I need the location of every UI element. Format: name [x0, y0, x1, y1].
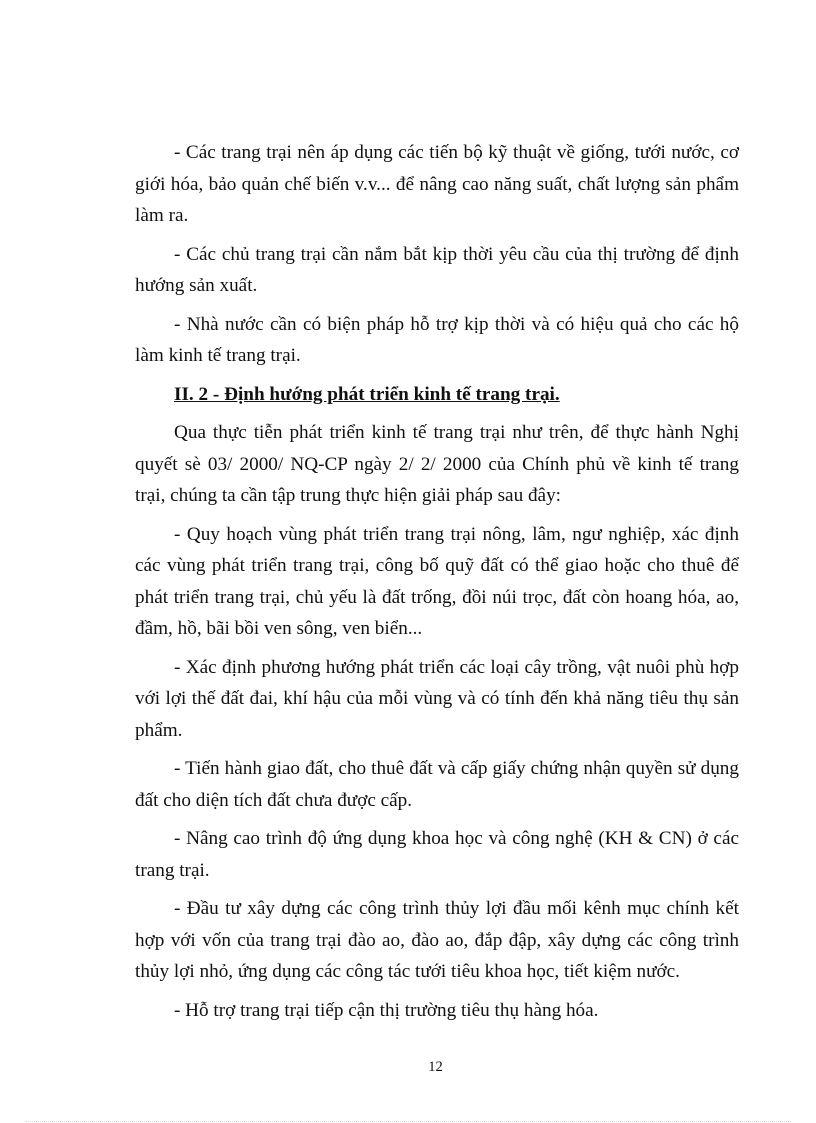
- paragraph-intro: Qua thực tiễn phát triển kinh tế trang trại như trên, để thực hành Nghị quyết sè 03/ 2000/ NQ-CP ngày 2/ 2/ 2000 của Chính phủ về kinh tế trang trại, chúng ta cần tập trung thực hiện giải pháp sau đây:: [135, 422, 739, 506]
- page-body: [135, 137, 739, 1033]
- paragraph-irrigation: - Đầu tư xây dựng các công trình thủy lợi đầu mối kênh mục chính kết hợp với vốn của trang trại đào ao, đào ao, đắp đập, xây dựng các công trình thủy lợi nhỏ, ứng dụng các công tác tưới tiêu khoa học, tiết kiệm nước.: [135, 898, 739, 982]
- paragraph-state-support: - Nhà nước cần có biện pháp hỗ trợ kịp thời và có hiệu quả cho các hộ làm kinh tế trang trại.: [135, 313, 739, 366]
- paragraph-crop-livestock-direction: - Xác định phương hướng phát triển các loại cây trồng, vật nuôi phù hợp với lợi thế đất đai, khí hậu của mỗi vùng và có tính đến khả năng tiêu thụ sản phẩm.: [135, 656, 739, 741]
- paragraph-science-technology: - Nâng cao trình độ ứng dụng khoa học và công nghệ (KH & CN) ở các trang trại.: [135, 828, 739, 881]
- paragraph-technical-progress: - Các trang trại nên áp dụng các tiến bộ kỹ thuật về giống, tưới nước, cơ giới hóa, bảo quản chế biến v.v... để nâng cao năng suất, chất lượng sản phẩm làm ra.: [135, 142, 739, 226]
- section-heading-text: II. 2 - Định hướng phát triển kinh tế trang trại.: [174, 383, 560, 405]
- paragraph-land-allocation: - Tiến hành giao đất, cho thuê đất và cấp giấy chứng nhận quyền sử dụng đất cho diện tích đất chưa được cấp.: [135, 758, 739, 811]
- page-number: 12: [428, 1059, 443, 1075]
- page-bottom-divider: [25, 1121, 791, 1122]
- section-heading: [135, 379, 739, 411]
- paragraph-zoning: - Quy hoạch vùng phát triển trang trại nông, lâm, ngư nghiệp, xác định các vùng phát triển trang trại, công bố quỹ đất có thể giao hoặc cho thuê để phát triển trang trại, chủ yếu là đất trống, đồi núi trọc, đất còn hoang hóa, ao, đầm, hồ, bãi bồi ven sông, ven biển...: [135, 523, 739, 639]
- paragraph-market-access: - Hỗ trợ trang trại tiếp cận thị trường tiêu thụ hàng hóa.: [174, 999, 599, 1021]
- paragraph-market-requirements: - Các chủ trang trại cần nắm bắt kịp thời yêu cầu của thị trường để định hướng sản xuất.: [135, 243, 739, 296]
